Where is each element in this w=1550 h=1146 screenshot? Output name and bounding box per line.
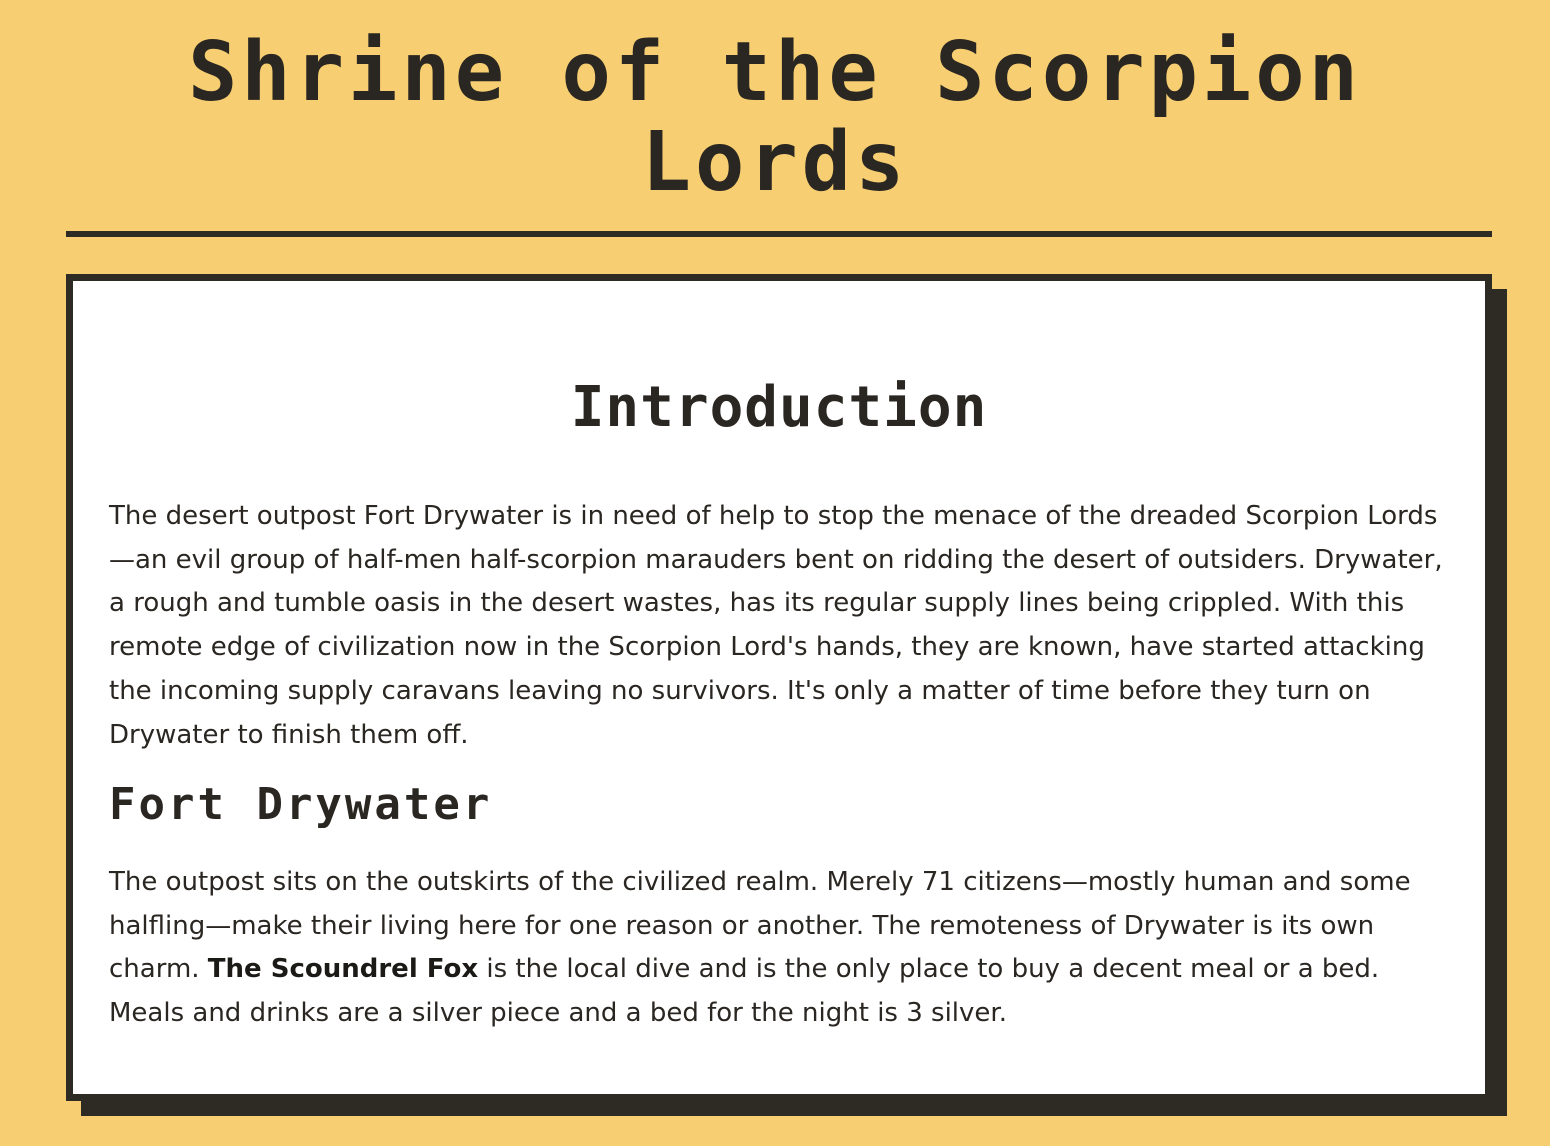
- fort-text-before: The outpost sits on the outskirts of the civilized realm. Merely 71 citizens—mostly human and some halfling—make their living here for one reason or another. The remoteness of Drywater is its own charm.: [109, 867, 1411, 985]
- fort-drywater-paragraph: [109, 861, 1459, 1036]
- fort-text-after: is the local dive and is the only place to buy a decent meal or a bed. Meals and drinks are a silver piece and a bed for the night is 3 silver.: [109, 954, 1380, 1029]
- page-title: Shrine of the Scorpion Lords: [187, 25, 1363, 210]
- introduction-heading: Introduction: [570, 375, 988, 440]
- title-divider: [66, 231, 1492, 237]
- introduction-paragraph: The desert outpost Fort Drywater is in need of help to stop the menace of the dreaded Scorpion Lords—an evil group of half-men half-scorpion marauders bent on ridding the desert of outsiders. Drywater, a rough and tumble oasis in the desert wastes, has its regular supply lines being crippled. With this remote edge of civilization now in the Scorpion Lord's hands, they are known, have started attacking the incoming supply caravans leaving no survivors. It's only a matter of time before they turn on Drywater to finish them off.: [109, 501, 1443, 750]
- tavern-name: The Scoundrel Fox: [207, 954, 479, 985]
- fort-drywater-heading: Fort Drywater: [109, 779, 493, 830]
- content-card: [66, 274, 1492, 1101]
